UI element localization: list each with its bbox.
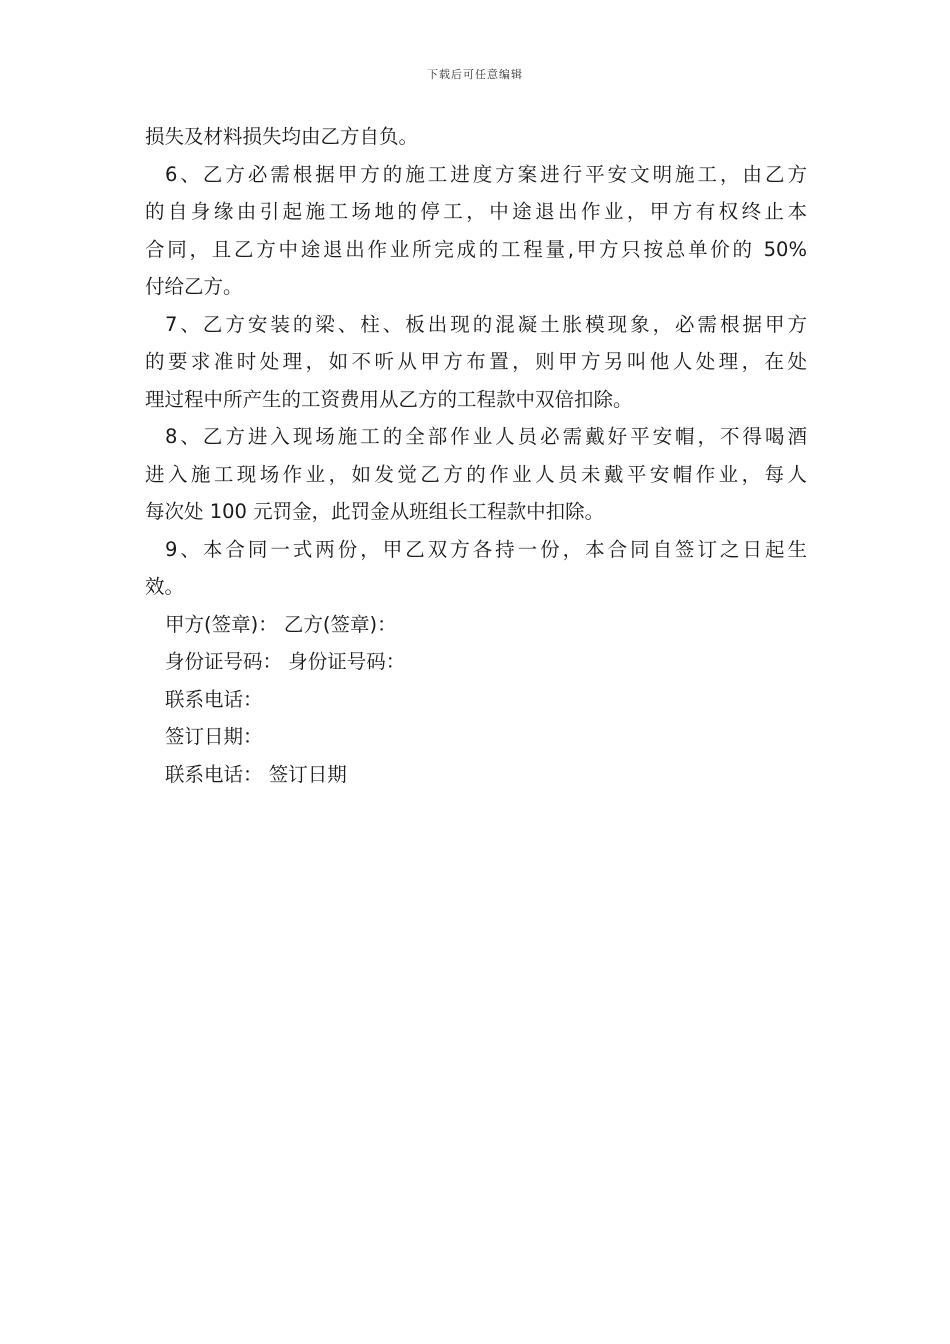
clause-7-line: 7、乙方安装的梁、柱、板出现的混凝土胀模现象，必需根据甲方 xyxy=(165,312,807,336)
body-line: 的要求准时处理，如不听从甲方布置，则甲方另叫他人处理，在处 xyxy=(145,350,807,373)
body-line: 的自身缘由引起施工场地的停工，中途退出作业，甲方有权终止本 xyxy=(145,200,807,223)
body-line: 合同，且乙方中途退出作业所完成的工程量,甲方只按总单价的 50% xyxy=(145,237,807,261)
clause-6-line: 6、乙方必需根据甲方的施工进度方案进行平安文明施工，由乙方 xyxy=(165,162,807,186)
body-line: 进入施工现场作业，如发觉乙方的作业人员未戴平安帽作业，每人 xyxy=(145,462,807,486)
phone-line: 联系电话： xyxy=(165,687,263,711)
page-header: 下载后可任意编辑 xyxy=(427,68,523,81)
body-line: 理过程中所产生的工资费用从乙方的工程款中双倍扣除。 xyxy=(145,387,633,411)
body-line: 付给乙方。 xyxy=(145,275,243,298)
body-line: 效。 xyxy=(145,575,185,598)
body-line: 损失及材料损失均由乙方自负。 xyxy=(145,125,419,148)
clause-8-line: 8、乙方进入现场施工的全部作业人员必需戴好平安帽，不得喝酒 xyxy=(165,425,807,448)
clause-9-line: 9、本合同一式两份，甲乙双方各持一份，本合同自签订之日起生 xyxy=(165,537,807,561)
id-number-line: 身份证号码： 身份证号码： xyxy=(165,650,406,673)
body-line: 每次处 100 元罚金，此罚金从班组长工程款中扣除。 xyxy=(145,500,605,523)
signature-line: 甲方(签章)： 乙方(签章)： xyxy=(165,612,397,636)
phone-date-line: 联系电话： 签订日期 xyxy=(165,762,347,786)
sign-date-line: 签订日期： xyxy=(165,725,263,748)
contract-body xyxy=(145,118,807,793)
